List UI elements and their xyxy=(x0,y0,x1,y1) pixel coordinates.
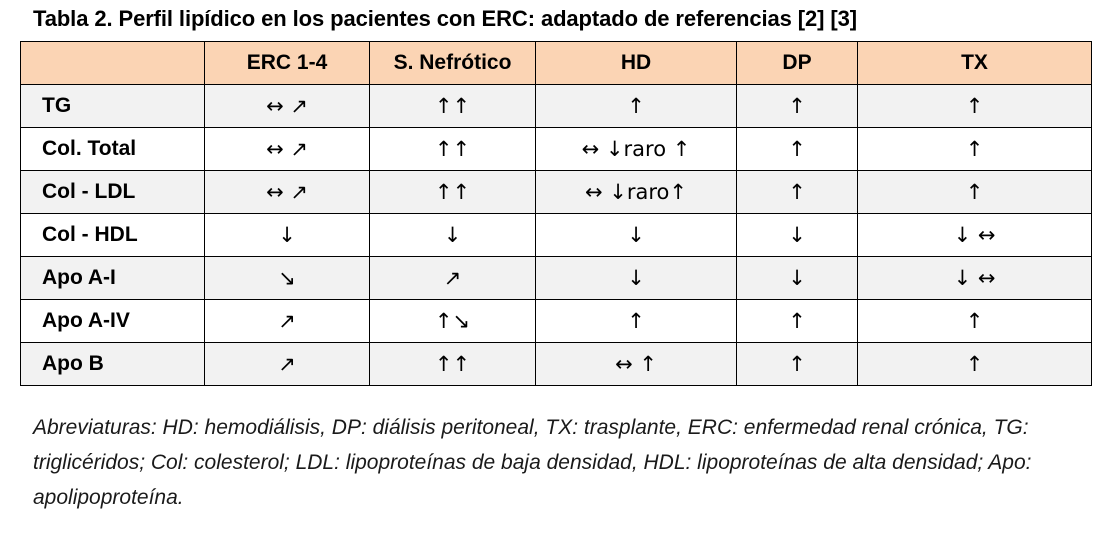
table-row xyxy=(21,85,1092,128)
table-cell: ↔ ↗ xyxy=(205,85,370,128)
table-cell: ↗ xyxy=(205,343,370,386)
table-cell: ↑ xyxy=(858,128,1092,171)
row-label: TG xyxy=(21,85,205,128)
table-cell: ↓ xyxy=(737,257,858,300)
table-cell: ↑ xyxy=(858,171,1092,214)
table-row xyxy=(21,257,1092,300)
table-cell: ↑↑ xyxy=(370,128,536,171)
table-row xyxy=(21,300,1092,343)
table-cell: ↑ xyxy=(737,85,858,128)
table-cell: ↓ xyxy=(370,214,536,257)
table-cell: ↑↑ xyxy=(370,85,536,128)
row-label: Apo B xyxy=(21,343,205,386)
table-cell: ↑ xyxy=(858,300,1092,343)
table-title: Tabla 2. Perfil lipídico en los pacientes con ERC: adaptado de referencias [2] [3] xyxy=(33,6,857,31)
table-cell: ↑ xyxy=(737,171,858,214)
table-cell: ↑ xyxy=(858,85,1092,128)
table-cell: ↓ xyxy=(536,214,737,257)
table-cell: ↑ xyxy=(737,300,858,343)
table-cell: ↑↑ xyxy=(370,343,536,386)
table-row xyxy=(21,343,1092,386)
table-cell: ↑↑ xyxy=(370,171,536,214)
row-label: Col. Total xyxy=(21,128,205,171)
table-row xyxy=(21,171,1092,214)
abbreviations-footnote: Abreviaturas: HD: hemodiálisis, DP: diálisis peritoneal, TX: trasplante, ERC: enfermedad renal crónica, TG: triglicéridos; Col: colesterol; LDL: lipoproteínas de baja densidad, HDL: lipoproteínas de alta densidad; Apo: apolipoproteína. xyxy=(33,416,1032,509)
table-cell: ↓ ↔ xyxy=(858,214,1092,257)
table-cell: ↗ xyxy=(205,300,370,343)
row-label: Col - LDL xyxy=(21,171,205,214)
table-cell: ↓ ↔ xyxy=(858,257,1092,300)
table-cell: ↔ ↑ xyxy=(536,343,737,386)
table-cell: ↑ xyxy=(737,128,858,171)
table-cell: ↔ ↓raro ↑ xyxy=(536,128,737,171)
table-cell: ↑ xyxy=(536,300,737,343)
table-cell: ↑↘ xyxy=(370,300,536,343)
table-cell: ↑ xyxy=(858,343,1092,386)
column-header-hd: HD xyxy=(536,42,737,85)
column-header-erc-1-4: ERC 1-4 xyxy=(205,42,370,85)
table-cell: ↓ xyxy=(737,214,858,257)
row-label: Col - HDL xyxy=(21,214,205,257)
table-cell: ↔ ↓raro↑ xyxy=(536,171,737,214)
table-cell: ↑ xyxy=(737,343,858,386)
row-label: Apo A-I xyxy=(21,257,205,300)
table-cell: ↓ xyxy=(536,257,737,300)
table-cell: ↔ ↗ xyxy=(205,128,370,171)
table-header-row xyxy=(21,42,1092,85)
table-cell: ↔ ↗ xyxy=(205,171,370,214)
row-label: Apo A-IV xyxy=(21,300,205,343)
table-cell: ↘ xyxy=(205,257,370,300)
column-header-dp: DP xyxy=(737,42,858,85)
column-header-tx: TX xyxy=(858,42,1092,85)
lipid-profile-table xyxy=(20,41,1092,386)
table-row xyxy=(21,128,1092,171)
table-cell: ↗ xyxy=(370,257,536,300)
table-cell: ↓ xyxy=(205,214,370,257)
column-header-empty xyxy=(21,42,205,85)
table-row xyxy=(21,214,1092,257)
table-cell: ↑ xyxy=(536,85,737,128)
column-header-s-nefrotico: S. Nefrótico xyxy=(370,42,536,85)
